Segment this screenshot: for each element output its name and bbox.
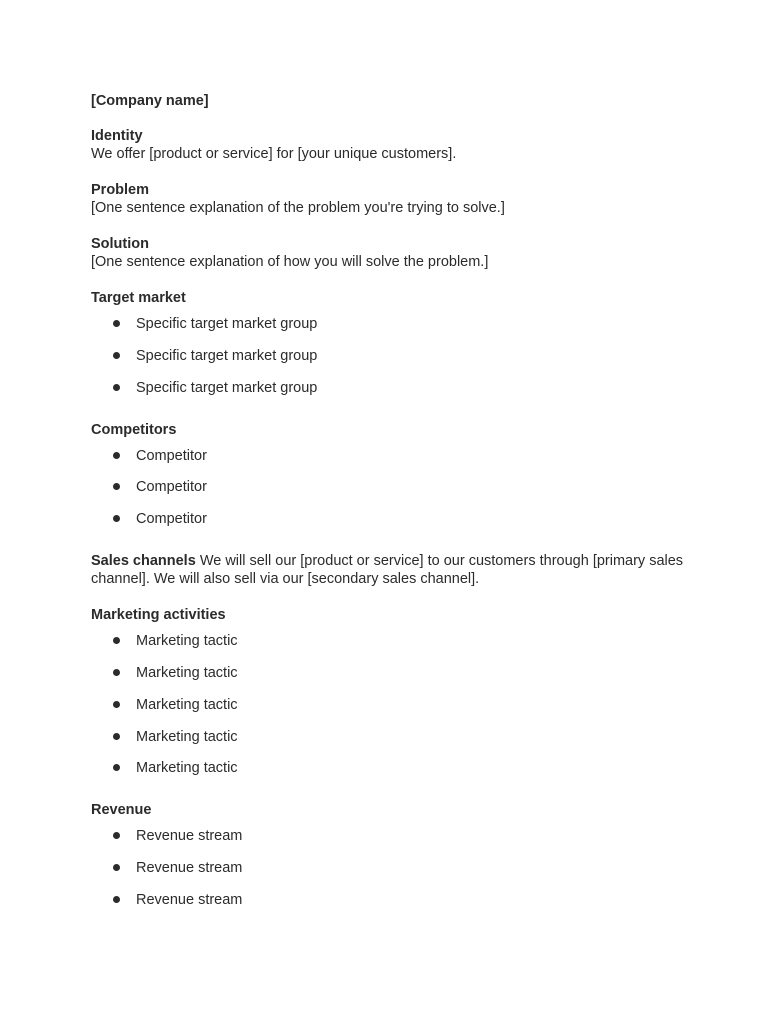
list-item-text: Revenue stream xyxy=(136,860,243,877)
problem-heading: Problem xyxy=(91,182,150,198)
solution-section xyxy=(91,235,691,271)
revenue-heading: Revenue xyxy=(91,802,152,819)
list-item xyxy=(91,759,691,777)
marketing-activities-heading: Marketing activities xyxy=(91,607,226,624)
bullet-icon xyxy=(113,320,120,327)
list-item-text: Marketing tactic xyxy=(136,664,238,681)
list-item-text: Marketing tactic xyxy=(136,728,238,745)
bullet-icon xyxy=(113,896,120,903)
bullet-icon xyxy=(113,701,120,708)
list-item xyxy=(91,891,691,909)
problem-section xyxy=(91,181,691,217)
list-item xyxy=(91,728,691,746)
bullet-icon xyxy=(113,483,120,490)
bullet-icon xyxy=(113,515,120,522)
bullet-icon xyxy=(113,832,120,839)
revenue-list xyxy=(91,827,691,909)
identity-section xyxy=(91,127,691,163)
sales-channels-paragraph xyxy=(91,552,691,588)
competitors-section xyxy=(91,421,691,529)
list-item xyxy=(91,379,691,397)
target-market-heading: Target market xyxy=(91,290,186,306)
solution-text: [One sentence explanation of how you will solve the problem.] xyxy=(91,254,489,270)
bullet-icon xyxy=(113,384,120,391)
list-item xyxy=(91,827,691,845)
list-item xyxy=(91,859,691,877)
bullet-icon xyxy=(113,733,120,740)
list-item xyxy=(91,347,691,365)
company-name: [Company name] xyxy=(91,93,209,109)
target-market-section xyxy=(91,289,691,397)
target-market-list xyxy=(91,315,691,397)
marketing-activities-list xyxy=(91,632,691,777)
bullet-icon xyxy=(113,764,120,771)
list-item-text: Competitor xyxy=(136,479,207,496)
list-item xyxy=(91,447,691,465)
sales-channels-text: We will sell our [product or service] to our customers through [primary sales channel]. We will also sell via our [secondary sales channel]. xyxy=(91,553,684,588)
revenue-section xyxy=(91,801,691,909)
list-item-text: Specific target market group xyxy=(136,316,318,332)
list-item-text: Specific target market group xyxy=(136,379,318,396)
list-item-text: Revenue stream xyxy=(136,828,243,845)
list-item-text: Competitor xyxy=(136,447,207,464)
bullet-icon xyxy=(113,452,120,459)
list-item xyxy=(91,478,691,496)
list-item xyxy=(91,315,691,333)
list-item xyxy=(91,696,691,714)
identity-text: We offer [product or service] for [your unique customers]. xyxy=(91,146,457,162)
list-item-text: Marketing tactic xyxy=(136,633,238,650)
sales-channels-section xyxy=(91,552,691,588)
solution-heading: Solution xyxy=(91,236,149,252)
bullet-icon xyxy=(113,352,120,359)
competitors-heading: Competitors xyxy=(91,421,177,438)
list-item xyxy=(91,664,691,682)
identity-heading: Identity xyxy=(91,128,143,144)
list-item-text: Competitor xyxy=(136,511,207,528)
list-item-text: Revenue stream xyxy=(136,891,243,908)
list-item-text: Specific target market group xyxy=(136,347,318,364)
list-item-text: Marketing tactic xyxy=(136,760,238,777)
sales-channels-heading: Sales channels xyxy=(91,553,196,570)
list-item xyxy=(91,510,691,528)
competitors-list xyxy=(91,447,691,529)
list-item xyxy=(91,632,691,650)
bullet-icon xyxy=(113,669,120,676)
bullet-icon xyxy=(113,637,120,644)
marketing-activities-section xyxy=(91,606,691,777)
document-body xyxy=(91,92,691,933)
list-item-text: Marketing tactic xyxy=(136,696,238,713)
problem-text: [One sentence explanation of the problem you're trying to solve.] xyxy=(91,200,505,216)
bullet-icon xyxy=(113,864,120,871)
